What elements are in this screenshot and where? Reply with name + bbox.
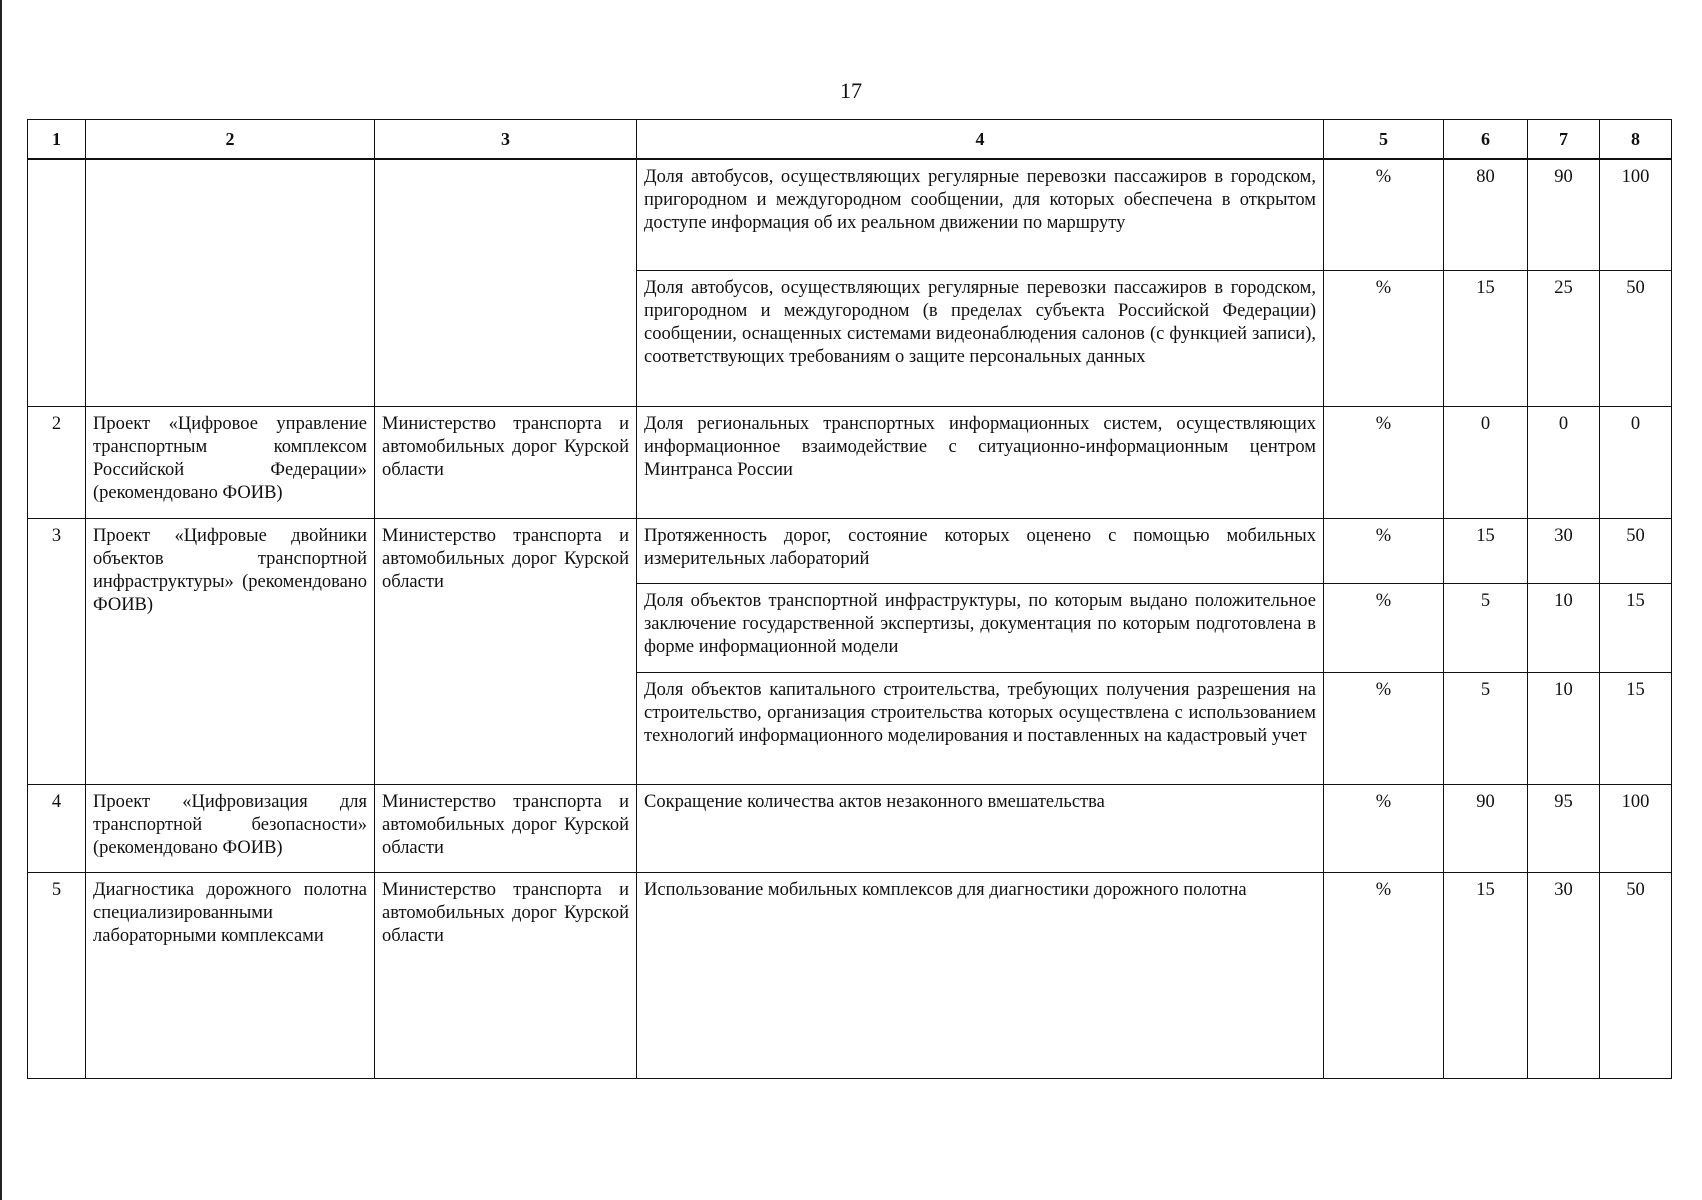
unit-cell: % (1324, 872, 1444, 1078)
value-col7: 25 (1528, 270, 1600, 406)
responsible-cell: Министерство транспорта и автомобильных дорог Курской области (375, 406, 637, 518)
col-header: 1 (28, 120, 86, 160)
value-col6: 15 (1444, 872, 1528, 1078)
unit-cell: % (1324, 159, 1444, 270)
indicator-text: Доля региональных транспортных информационных систем, осуществляющих информационное взаимодействие с ситуационно-информационным центром Минтранса России (637, 406, 1324, 518)
unit-cell: % (1324, 518, 1444, 583)
responsible-cell: Министерство транспорта и автомобильных дорог Курской области (375, 784, 637, 872)
value-col8: 100 (1600, 159, 1672, 270)
responsible-cell (375, 159, 637, 406)
value-col8: 100 (1600, 784, 1672, 872)
col-header: 3 (375, 120, 637, 160)
value-col6: 5 (1444, 672, 1528, 784)
responsible-cell: Министерство транспорта и автомобильных дорог Курской области (375, 872, 637, 1078)
value-col7: 10 (1528, 583, 1600, 672)
indicator-text: Использование мобильных комплексов для диагностики дорожного полотна (637, 872, 1324, 1078)
col-header: 6 (1444, 120, 1528, 160)
table-row (28, 872, 1672, 1078)
row-number: 2 (28, 406, 86, 518)
responsible-cell: Министерство транспорта и автомобильных дорог Курской области (375, 518, 637, 784)
value-col6: 90 (1444, 784, 1528, 872)
table-header-row (28, 120, 1672, 160)
value-col8: 50 (1600, 270, 1672, 406)
value-col6: 15 (1444, 518, 1528, 583)
table-row (28, 784, 1672, 872)
indicator-text: Доля объектов капитального строительства, требующих получения разрешения на строительство, организация строительства которых осуществлена с использованием технологий информационного моделирования и поставленных на кадастровый учет (637, 672, 1324, 784)
indicator-text: Доля автобусов, осуществляющих регулярные перевозки пассажиров в городском, пригородном и междугородном сообщении, для которых обеспечена в открытом доступе информация об их реальном движении по маршруту (637, 159, 1324, 270)
indicators-table (27, 119, 1672, 1079)
value-col8: 50 (1600, 872, 1672, 1078)
unit-cell: % (1324, 672, 1444, 784)
project-cell (86, 159, 375, 406)
value-col7: 30 (1528, 518, 1600, 583)
value-col7: 10 (1528, 672, 1600, 784)
page-number: 17 (840, 78, 862, 103)
indicator-text: Доля автобусов, осуществляющих регулярные перевозки пассажиров в городском, пригородном и междугородном (в пределах субъекта Российской Федерации) сообщении, оснащенных системами видеонаблюдения салонов (с функцией записи), соответствующих требованиям о защите персональных данных (637, 270, 1324, 406)
col-header: 2 (86, 120, 375, 160)
indicator-text: Сокращение количества актов незаконного вмешательства (637, 784, 1324, 872)
value-col6: 0 (1444, 406, 1528, 518)
indicator-text: Протяженность дорог, состояние которых оценено с помощью мобильных измерительных лабораторий (637, 518, 1324, 583)
table-row (28, 518, 1672, 583)
row-number: 4 (28, 784, 86, 872)
value-col7: 0 (1528, 406, 1600, 518)
scan-edge (0, 0, 2, 1200)
row-number: 5 (28, 872, 86, 1078)
col-header: 4 (637, 120, 1324, 160)
project-cell: Диагностика дорожного полотна специализированными лабораторными комплексами (86, 872, 375, 1078)
value-col8: 0 (1600, 406, 1672, 518)
project-cell: Проект «Цифровые двойники объектов транспортной инфраструктуры» (рекомендовано ФОИВ) (86, 518, 375, 784)
value-col6: 15 (1444, 270, 1528, 406)
col-header: 8 (1600, 120, 1672, 160)
unit-cell: % (1324, 583, 1444, 672)
value-col8: 15 (1600, 583, 1672, 672)
project-cell: Проект «Цифровизация для транспортной безопасности» (рекомендовано ФОИВ) (86, 784, 375, 872)
table-row (28, 159, 1672, 270)
row-number (28, 159, 86, 406)
project-cell: Проект «Цифровое управление транспортным комплексом Российской Федерации» (рекомендовано ФОИВ) (86, 406, 375, 518)
col-header: 5 (1324, 120, 1444, 160)
unit-cell: % (1324, 784, 1444, 872)
value-col8: 15 (1600, 672, 1672, 784)
value-col6: 5 (1444, 583, 1528, 672)
value-col6: 80 (1444, 159, 1528, 270)
unit-cell: % (1324, 270, 1444, 406)
value-col7: 95 (1528, 784, 1600, 872)
value-col7: 90 (1528, 159, 1600, 270)
col-header: 7 (1528, 120, 1600, 160)
unit-cell: % (1324, 406, 1444, 518)
row-number: 3 (28, 518, 86, 784)
table-row (28, 406, 1672, 518)
value-col8: 50 (1600, 518, 1672, 583)
value-col7: 30 (1528, 872, 1600, 1078)
indicator-text: Доля объектов транспортной инфраструктуры, по которым выдано положительное заключение государственной экспертизы, документация по которым подготовлена в форме информационной модели (637, 583, 1324, 672)
